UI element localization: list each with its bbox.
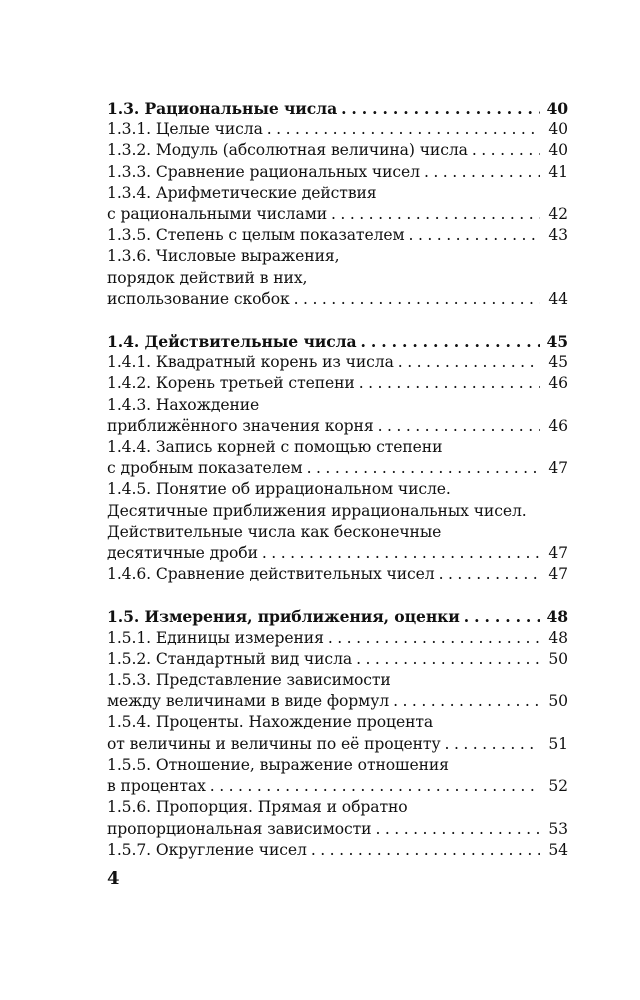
toc-entry-page: 40 — [546, 99, 568, 118]
toc-entry-title: с дробным показателем — [107, 459, 303, 478]
toc-entry-title: 1.5.5. Отношение, выражение отношения — [107, 755, 449, 774]
toc-entry-page: 50 — [548, 649, 568, 668]
dot-leader — [341, 98, 540, 119]
toc-entry-page: 54 — [548, 840, 568, 859]
toc-entry — [107, 522, 568, 543]
toc-entry-title: с рациональными числами — [107, 205, 328, 224]
toc-entry-title: 1.3. Рациональные числа — [107, 99, 338, 118]
toc-entry — [107, 373, 568, 394]
toc-entry-page: 40 — [548, 141, 568, 160]
toc-entry-page: 44 — [548, 289, 568, 308]
toc-entry — [107, 416, 568, 437]
toc-entry-page: 47 — [548, 544, 568, 563]
toc-entry — [107, 543, 568, 564]
dot-leader — [359, 373, 540, 394]
dot-leader — [472, 140, 540, 161]
toc-entry-title: 1.3.5. Степень с целым показателем — [107, 226, 405, 245]
toc-entry — [107, 119, 568, 140]
toc-section — [107, 98, 568, 310]
toc-entry-title: между величинами в виде формул — [107, 692, 390, 711]
toc-entry-title: 1.4.1. Квадратный корень из числа — [107, 353, 394, 372]
toc-section-heading — [107, 606, 568, 627]
dot-leader — [361, 331, 540, 352]
dot-leader — [331, 204, 540, 225]
dot-leader — [378, 416, 540, 437]
toc-entry-title: 1.4. Действительные числа — [107, 332, 357, 352]
toc-entry-title: использование скобок — [107, 289, 290, 308]
toc-entry-title: 1.3.2. Модуль (абсолютная величина) числа — [107, 141, 468, 160]
toc-entry-page: 50 — [548, 692, 568, 711]
toc-entry-title: 1.3.1. Целые числа — [107, 120, 263, 139]
toc-entry-title: 1.5.6. Пропорция. Прямая и обратно — [107, 798, 408, 817]
dot-leader — [375, 819, 540, 840]
toc-section-heading — [107, 331, 568, 352]
toc-entry-title: 1.5. Измерения, приближения, оценки — [107, 607, 460, 627]
toc-entry — [107, 225, 568, 246]
toc-entry-title: 1.5.7. Округление чисел — [107, 840, 307, 859]
dot-leader — [424, 162, 540, 183]
toc-entry — [107, 755, 568, 776]
toc-entry-page: 46 — [548, 374, 568, 393]
toc-entry-page: 48 — [548, 628, 568, 647]
toc-entry — [107, 395, 568, 416]
toc-entry-title: в процентах — [107, 777, 206, 796]
toc-entry-page: 42 — [548, 205, 568, 224]
toc-entry — [107, 797, 568, 818]
toc-entry-title: 1.4.6. Сравнение действительных чисел — [107, 565, 435, 584]
toc-entry-title: 1.5.1. Единицы измерения — [107, 628, 324, 647]
dot-leader — [393, 691, 540, 712]
toc-entry-title: порядок действий в них, — [107, 268, 308, 287]
dot-leader — [398, 352, 540, 373]
toc-section — [107, 331, 568, 585]
toc-entry — [107, 268, 568, 289]
dot-leader — [262, 543, 540, 564]
toc-entry-page: 41 — [548, 162, 568, 181]
toc-entry-title: Действительные числа как бесконечные — [107, 522, 442, 541]
toc-entry-title: пропорциональная зависимости — [107, 819, 372, 838]
dot-leader — [328, 628, 540, 649]
toc-entry-title: 1.4.5. Понятие об иррациональном числе. — [107, 480, 451, 499]
toc-entry-title: десятичные дроби — [107, 544, 258, 563]
toc-entry — [107, 479, 568, 500]
toc-entry-page: 47 — [548, 459, 568, 478]
toc-entry-title: 1.3.4. Арифметические действия — [107, 183, 377, 202]
dot-leader — [267, 119, 540, 140]
dot-leader — [464, 606, 540, 627]
toc-entry — [107, 183, 568, 204]
dot-leader — [311, 840, 540, 861]
dot-leader — [294, 289, 540, 310]
toc-entry-title: 1.4.4. Запись корней с помощью степени — [107, 438, 443, 457]
dot-leader — [445, 734, 540, 755]
dot-leader — [356, 649, 540, 670]
toc-entry-page: 45 — [548, 353, 568, 372]
toc-entry-title: 1.4.2. Корень третьей степени — [107, 374, 355, 393]
toc-entry — [107, 501, 568, 522]
toc-entry — [107, 840, 568, 861]
dot-leader — [307, 458, 540, 479]
toc-entry-page: 52 — [548, 777, 568, 796]
toc-entry — [107, 352, 568, 373]
dot-leader — [439, 564, 540, 585]
toc-entry-page: 48 — [546, 607, 568, 627]
toc-entry-page: 46 — [548, 416, 568, 435]
toc-entry — [107, 649, 568, 670]
toc-entry — [107, 140, 568, 161]
toc-entry — [107, 776, 568, 797]
toc-entry-title: 1.3.6. Числовые выражения, — [107, 247, 340, 266]
toc-entry-title: 1.5.4. Проценты. Нахождение процента — [107, 713, 434, 732]
toc-entry — [107, 670, 568, 691]
toc-entry-page: 51 — [548, 734, 568, 753]
toc-section-heading — [107, 98, 568, 119]
toc-entry — [107, 289, 568, 310]
toc-entry-page: 47 — [548, 565, 568, 584]
toc-entry-title: от величины и величины по её проценту — [107, 734, 441, 753]
dot-leader — [409, 225, 540, 246]
table-of-contents — [107, 98, 568, 861]
toc-entry — [107, 691, 568, 712]
toc-entry-title: Десятичные приближения иррациональных чисел. — [107, 501, 527, 520]
page-number: 4 — [107, 868, 120, 889]
dot-leader — [210, 776, 540, 797]
toc-entry — [107, 162, 568, 183]
toc-entry-title: приближённого значения корня — [107, 416, 374, 435]
toc-entry-page: 45 — [546, 332, 568, 352]
toc-entry — [107, 458, 568, 479]
toc-entry-page: 40 — [548, 120, 568, 139]
toc-entry-title: 1.5.2. Стандартный вид числа — [107, 649, 353, 668]
toc-entry — [107, 246, 568, 267]
toc-entry — [107, 734, 568, 755]
toc-entry — [107, 204, 568, 225]
toc-entry — [107, 628, 568, 649]
toc-section — [107, 606, 568, 860]
toc-entry — [107, 819, 568, 840]
toc-entry-page: 53 — [548, 819, 568, 838]
toc-entry-title: 1.3.3. Сравнение рациональных чисел — [107, 162, 420, 181]
toc-entry-page: 43 — [548, 226, 568, 245]
toc-entry — [107, 437, 568, 458]
toc-entry — [107, 564, 568, 585]
toc-entry-title: 1.5.3. Представление зависимости — [107, 671, 391, 690]
toc-entry — [107, 712, 568, 733]
toc-entry-title: 1.4.3. Нахождение — [107, 395, 260, 414]
